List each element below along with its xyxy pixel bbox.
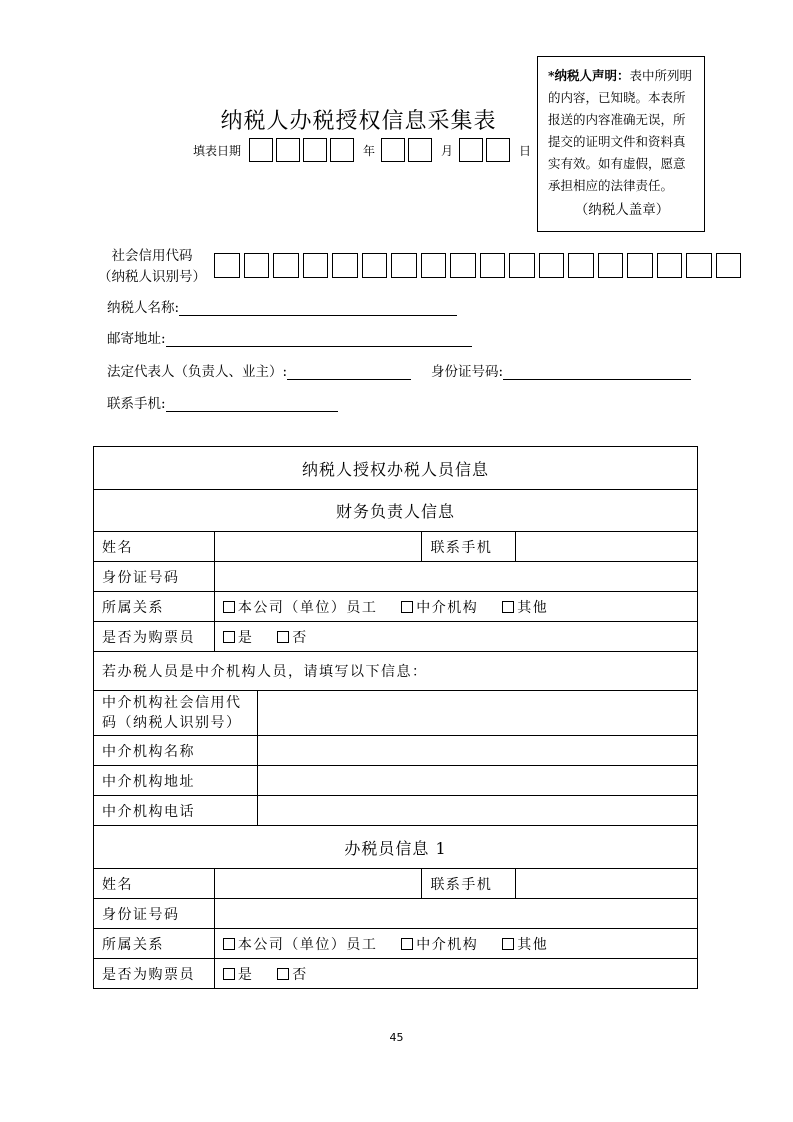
checkbox-icon[interactable] <box>277 631 289 643</box>
credit-code-digit-box[interactable] <box>509 253 535 278</box>
day-digit-box[interactable] <box>459 138 483 162</box>
relation-option-agency[interactable]: 中介机构 <box>401 937 478 953</box>
credit-code-digit-box[interactable] <box>214 253 240 278</box>
legal-rep-input[interactable] <box>287 365 411 380</box>
agency-name-input[interactable] <box>257 736 697 766</box>
page-number: 45 <box>389 1031 404 1044</box>
staff1-buyer-options <box>214 959 697 989</box>
checkbox-icon[interactable] <box>502 938 514 950</box>
month-digit-box[interactable] <box>381 138 405 162</box>
mobile-field <box>107 392 338 412</box>
declaration-body: 表中所列明的内容，已知晓。本表所报送的内容准确无误，所提交的证明文件和资料真实有效。如有虚假，愿意承担相应的法律责任。 <box>548 68 693 193</box>
relation-option-other[interactable]: 其他 <box>502 937 548 953</box>
taxpayer-declaration-box <box>537 56 705 232</box>
staff1-id-label: 身份证号码 <box>94 899 215 929</box>
credit-code-digit-box[interactable] <box>273 253 299 278</box>
relation-option-other[interactable]: 其他 <box>502 600 548 616</box>
finance-name-input[interactable] <box>214 532 422 562</box>
credit-code-digit-box[interactable] <box>657 253 683 278</box>
staff1-id-input[interactable] <box>214 899 697 929</box>
agency-phone-label: 中介机构电话 <box>94 796 258 826</box>
finance-phone-input[interactable] <box>516 532 698 562</box>
agency-code-label <box>94 691 258 736</box>
credit-code-digit-box[interactable] <box>568 253 594 278</box>
agency-address-label: 中介机构地址 <box>94 766 258 796</box>
finance-relation-options <box>214 592 697 622</box>
buyer-option-no[interactable]: 否 <box>277 967 308 983</box>
day-digit-box[interactable] <box>486 138 510 162</box>
staff1-name-input[interactable] <box>214 869 422 899</box>
agency-note: 若办税人员是中介机构人员，请填写以下信息： <box>94 652 698 691</box>
taxpayer-name-field <box>107 296 457 316</box>
checkbox-icon[interactable] <box>277 968 289 980</box>
relation-option-agency[interactable]: 中介机构 <box>401 600 478 616</box>
credit-code-digit-box[interactable] <box>539 253 565 278</box>
month-unit: 月 <box>441 143 454 158</box>
credit-code-label-line2: （纳税人识别号） <box>98 269 206 285</box>
finance-id-input[interactable] <box>214 562 697 592</box>
credit-code-digit-box[interactable] <box>421 253 447 278</box>
staff1-name-label: 姓名 <box>94 869 215 899</box>
address-field <box>107 327 472 347</box>
year-digit-box[interactable] <box>276 138 300 162</box>
checkbox-icon[interactable] <box>223 938 235 950</box>
checkbox-icon[interactable] <box>401 601 413 613</box>
year-digit-box[interactable] <box>303 138 327 162</box>
credit-code-digit-box[interactable] <box>244 253 270 278</box>
credit-code-digit-box[interactable] <box>391 253 417 278</box>
buyer-option-yes[interactable]: 是 <box>223 967 254 983</box>
declaration-heading: *纳税人声明： <box>548 68 630 83</box>
checkbox-icon[interactable] <box>223 601 235 613</box>
month-digit-box[interactable] <box>408 138 432 162</box>
staff1-relation-options <box>214 929 697 959</box>
legal-rep-label: 法定代表人（负责人、业主）: <box>107 364 288 380</box>
checkbox-icon[interactable] <box>223 631 235 643</box>
agency-code-label-line1: 中介机构社会信用代 <box>102 695 242 711</box>
id-number-field <box>431 360 691 380</box>
checkbox-icon[interactable] <box>223 968 235 980</box>
credit-code-label-line1: 社会信用代码 <box>111 248 193 264</box>
credit-code-digit-box[interactable] <box>303 253 329 278</box>
agency-code-input[interactable] <box>257 691 697 736</box>
mobile-label: 联系手机: <box>107 396 166 412</box>
checkbox-icon[interactable] <box>401 938 413 950</box>
legal-rep-field <box>107 360 411 380</box>
day-unit: 日 <box>519 143 532 158</box>
staff1-phone-input[interactable] <box>516 869 698 899</box>
credit-code-digit-box[interactable] <box>627 253 653 278</box>
taxpayer-name-label: 纳税人名称: <box>107 300 180 316</box>
year-unit: 年 <box>363 143 376 158</box>
credit-code-digit-box[interactable] <box>332 253 358 278</box>
address-input[interactable] <box>166 332 472 347</box>
date-label: 填表日期 <box>193 143 242 158</box>
finance-phone-label: 联系手机 <box>422 532 516 562</box>
credit-code-digit-box[interactable] <box>362 253 388 278</box>
relation-option-employee[interactable]: 本公司（单位）员工 <box>223 937 378 953</box>
buyer-option-no[interactable]: 否 <box>277 630 308 646</box>
relation-option-employee[interactable]: 本公司（单位）员工 <box>223 600 378 616</box>
agency-phone-input[interactable] <box>257 796 697 826</box>
finance-buyer-options <box>214 622 697 652</box>
agency-name-label: 中介机构名称 <box>94 736 258 766</box>
form-title: 纳税人办税授权信息采集表 <box>220 109 497 134</box>
finance-name-label: 姓名 <box>94 532 215 562</box>
address-label: 邮寄地址: <box>107 331 166 347</box>
year-digit-box[interactable] <box>249 138 273 162</box>
buyer-option-yes[interactable]: 是 <box>223 630 254 646</box>
id-number-label: 身份证号码: <box>431 364 504 380</box>
credit-code-digit-box[interactable] <box>450 253 476 278</box>
fill-date-row <box>193 137 537 163</box>
staff1-phone-label: 联系手机 <box>422 869 516 899</box>
credit-code-digit-box[interactable] <box>686 253 712 278</box>
finance-id-label: 身份证号码 <box>94 562 215 592</box>
checkbox-icon[interactable] <box>502 601 514 613</box>
credit-code-label <box>97 246 207 288</box>
credit-code-digit-box[interactable] <box>480 253 506 278</box>
agency-address-input[interactable] <box>257 766 697 796</box>
finance-buyer-label: 是否为购票员 <box>94 622 215 652</box>
declaration-seal: （纳税人盖章） <box>574 202 670 218</box>
authorized-staff-table <box>93 446 698 989</box>
year-digit-box[interactable] <box>330 138 354 162</box>
staff1-header: 办税员信息 1 <box>94 826 698 869</box>
credit-code-digit-box[interactable] <box>598 253 624 278</box>
mobile-input[interactable] <box>166 397 338 412</box>
credit-code-digit-box[interactable] <box>716 253 742 278</box>
agency-code-label-line2: 码（纳税人识别号） <box>102 715 242 731</box>
taxpayer-name-input[interactable] <box>179 301 457 316</box>
credit-code-boxes <box>214 253 745 278</box>
staff1-relation-label: 所属关系 <box>94 929 215 959</box>
staff1-buyer-label: 是否为购票员 <box>94 959 215 989</box>
finance-relation-label: 所属关系 <box>94 592 215 622</box>
id-number-input[interactable] <box>503 365 691 380</box>
table-main-header: 纳税人授权办税人员信息 <box>94 447 698 490</box>
finance-header: 财务负责人信息 <box>94 490 698 532</box>
